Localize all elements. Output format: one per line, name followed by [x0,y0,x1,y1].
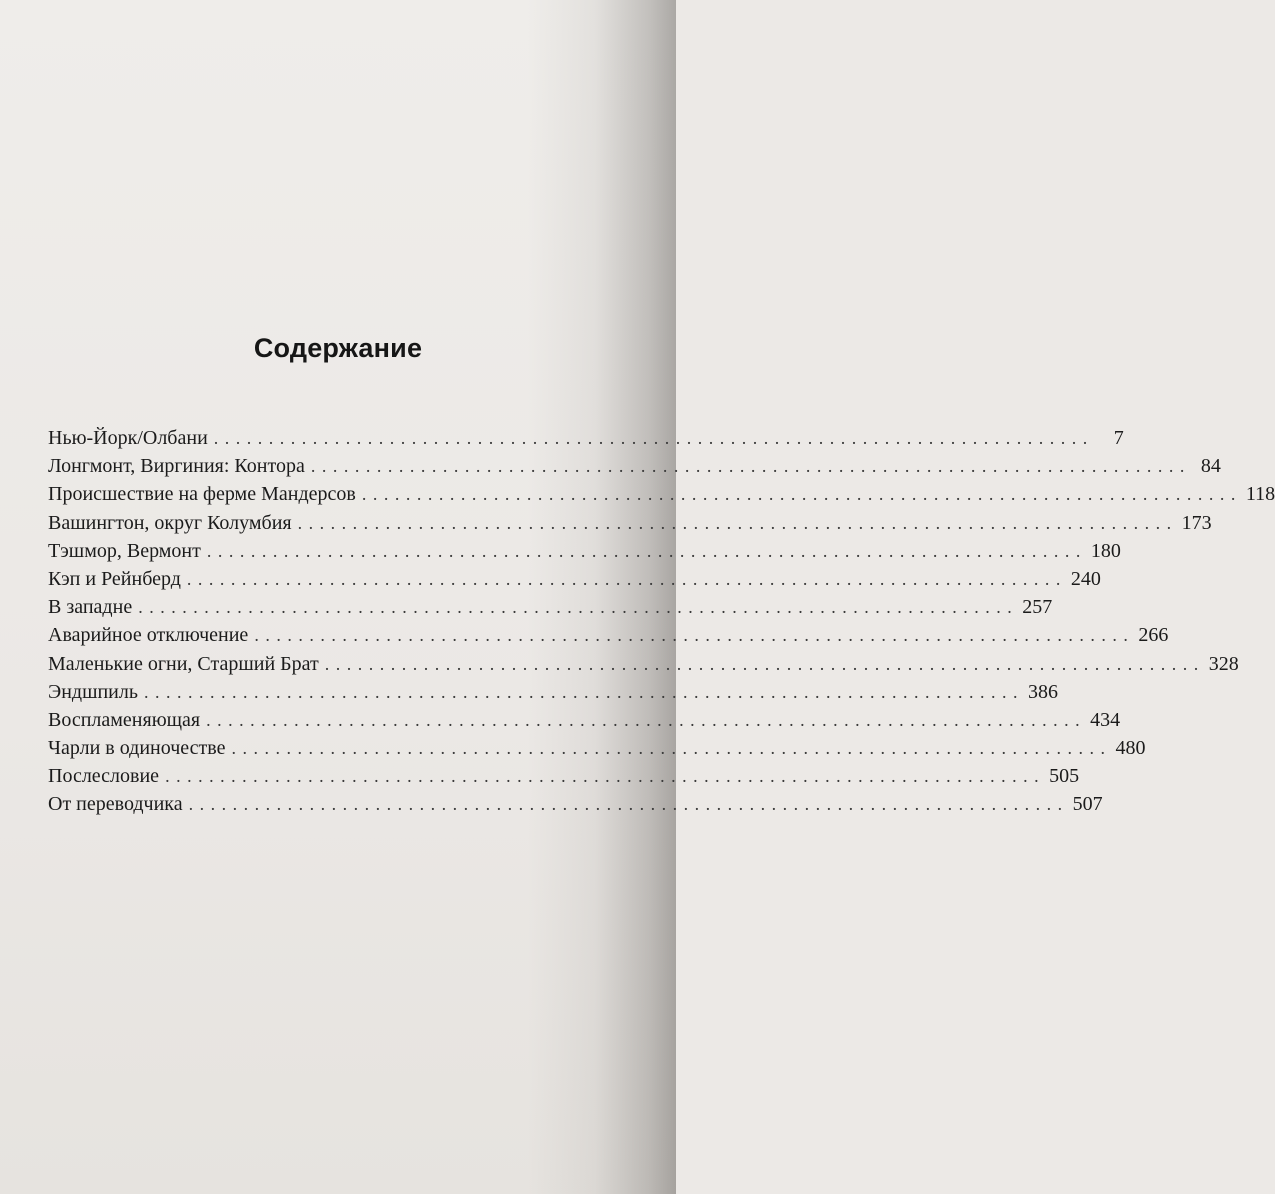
toc-entry [48,593,1053,621]
toc-entry [48,537,1121,565]
toc-entry-title: Тэшмор, Вермонт [48,539,201,562]
dot-leader: ................................................................................ [206,540,1087,561]
toc-entry-page-number: 240 [1070,567,1101,590]
toc-entry-page-number: 480 [1115,737,1146,760]
toc-entry-title: Чарли в одиночестве [48,737,226,760]
dot-leader: ................................................................................ [254,625,1135,646]
dot-leader: ................................................................................ [231,738,1112,759]
toc-entry [48,509,1212,537]
toc-entry [48,678,1058,706]
toc-entry [48,565,1101,593]
toc-entry [48,452,1221,480]
dot-leader: ................................................................................ [297,512,1178,533]
dot-leader: ................................................................................ [324,653,1205,674]
toc-entry-page-number: 84 [1200,455,1221,478]
toc-entry [48,480,1275,508]
dot-leader: ................................................................................ [206,709,1087,730]
toc-entry-page-number: 328 [1208,652,1239,675]
toc-entry-title: Происшествие на ферме Мандерсов [48,483,356,506]
toc-entry [48,650,1239,678]
toc-entry [48,424,1124,452]
toc-entry-title: Эндшпиль [48,680,138,703]
toc-entry-page-number: 266 [1138,624,1169,647]
toc-entry-page-number: 507 [1072,793,1103,816]
toc-entry-title: Вашингтон, округ Колумбия [48,511,292,534]
toc-entry-title: Кэп и Рейнберд [48,567,181,590]
toc-entry-page-number: 118 [1245,483,1275,506]
dot-leader: ................................................................................ [188,794,1069,815]
page-title: Содержание [253,333,423,363]
toc-entry [48,790,1103,818]
toc-entry-title: От переводчика [48,793,183,816]
dot-leader: ................................................................................ [138,597,1019,618]
toc-entry-page-number: 257 [1022,596,1053,619]
toc-entry [48,762,1080,790]
toc-entry [48,621,1169,649]
toc-entry-page-number: 434 [1090,708,1121,731]
toc-entry-title: Воспламеняющая [48,708,201,731]
dot-leader: ................................................................................ [186,568,1067,589]
toc-entry-title: Лонгмонт, Виргиния: Контора [48,455,305,478]
toc-entry [48,706,1121,734]
dot-leader: ................................................................................ [213,428,1094,448]
toc-entry-page-number: 505 [1049,765,1080,788]
toc-entry-title: В западне [48,596,133,619]
toc-entry-page-number: 386 [1028,680,1058,703]
toc-entry-title: Аварийное отключение [48,624,249,647]
table-of-contents [48,424,1275,819]
toc-entry-page-number: 7 [1113,427,1124,449]
dot-leader: ................................................................................ [310,456,1191,477]
toc-entry-page-number: 180 [1090,539,1121,562]
toc-entry-title: Маленькие огни, Старший Брат [48,652,319,675]
dot-leader: ................................................................................ [165,766,1046,787]
dot-leader: ................................................................................ [361,484,1242,505]
toc-entry-title: Нью-Йорк/Олбани [48,427,208,449]
toc-entry-page-number: 173 [1181,511,1212,534]
dot-leader: ................................................................................ [144,681,1024,702]
toc-entry [48,734,1146,762]
toc-entry-title: Послесловие [48,765,160,788]
